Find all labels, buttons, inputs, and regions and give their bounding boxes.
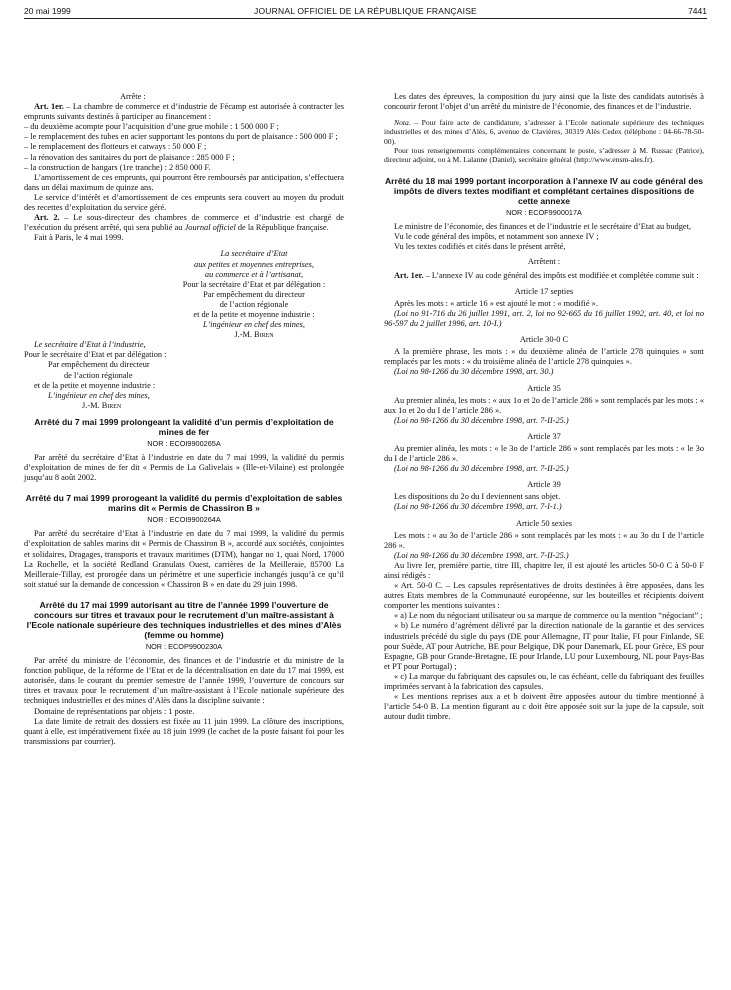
arretent-label: Arrêtent : bbox=[527, 256, 561, 266]
article-heading: Article 50 sexies bbox=[515, 518, 573, 528]
paragraph-service: Le service d’intérêt et d’amortissement de ces emprunts sera couvert au moyen du produit des recettes d’exploitation du service géré. bbox=[24, 192, 344, 213]
paragraph-vu: Vu le code général des impôts, et notamment son annexe IV ; bbox=[394, 232, 599, 242]
paragraph-ministre: Le ministre de l’économie, des finances et de l’industrie et le secrétaire d’Etat au budget, bbox=[394, 222, 692, 232]
list-item: – la rénovation des sanitaires du port de plaisance : 285 000 F ; bbox=[24, 152, 235, 162]
header-date: 20 mai 1999 bbox=[24, 6, 71, 16]
paragraph-c: « c) La marque du fabriquant des capsules ou, le cas échéant, celle du fabriquant des feuilles imprimées servant à la fabrication des capsules. bbox=[384, 671, 704, 692]
left-column bbox=[24, 92, 344, 747]
right-column bbox=[384, 92, 704, 722]
article-reference: (Loi no 98-1266 du 30 décembre 1998, art. 7-II-25.) bbox=[394, 415, 569, 425]
article-heading: Article 39 bbox=[527, 480, 561, 490]
arrete-label: Arrête : bbox=[120, 92, 146, 101]
section-text: La date limite de retrait des dossiers est fixée au 11 juin 1999. La clôture des inscriptions, quant à elle, est impérativement fixée au 18 juin 1999 (le cachet de la poste faisant foi pour les transmissions par courrier). bbox=[24, 716, 344, 746]
nor-reference: NOR : ECOI9900265A bbox=[147, 438, 221, 448]
nor-reference: NOR : ECOP9900230A bbox=[145, 641, 223, 651]
article-1: Art. 1er. – La chambre de commerce et d’industrie de Fécamp est autorisée à contracter les emprunts suivants destinés à participer au financement : bbox=[24, 102, 345, 122]
section-title: Arrêté du 17 mai 1999 autorisant au titre de l’année 1999 l’ouverture de concours sur titres et travaux pour le recrutement d’un maître-assistant à l’Ecole nationale supérieure des techniques industrielles et des mines d’Alès (femme ou homme) bbox=[26, 599, 342, 640]
header-page-number: 7441 bbox=[688, 6, 707, 16]
signature-block-1: La secrétaire d’Etat aux petites et moyennes entreprises, au commerce et à l’artisanat, Pour la secrétaire d’Etat et par délégation : Par empêchement du directeur de l’action régionale et de la petite et moyenne industrie : L’ingénieur en chef des mines, J.-M. Biren bbox=[182, 249, 326, 340]
section-text: Par arrêté du secrétaire d’Etat à l’industrie en date du 7 mai 1999, la validité du permis d’exploitation de mines de fer dit « Permis de La Galivelais » (Ille-et-Vilaine) est prolongée jusqu’au 8 août 2002. bbox=[24, 453, 344, 483]
article-reference: (Loi no 98-1266 du 30 décembre 1998, art. 7-I-1.) bbox=[394, 502, 562, 512]
list-item: – du deuxième acompte pour l’acquisition d’une grue mobile : 1 500 000 F ; bbox=[24, 122, 279, 132]
header-rule bbox=[24, 18, 707, 19]
section-title: Arrêté du 7 mai 1999 prorogeant la validité du permis d’exploitation de sables marins dit « Permis de Chassiron B » bbox=[25, 493, 343, 514]
article-heading: Article 35 bbox=[527, 383, 561, 393]
section-text: Par arrêté du secrétaire d’Etat à l’industrie en date du 7 mai 1999, la validité du permis d’exploitation de sables marins dit « Permis de Chassiron B », accordé aux sociétés, conjointes et solidaires, Dragages, transports et travaux maritimes (DTM), hangar no 1, quai Nord, 17000 La Rochelle, et la société Redland Granulats Ouest, carrières de la Meilleraie, 85700 La Meilleraie-Tillay, est prorogée dans un périmètre et une superficie inchangés jusqu’à ce qu’il soit statué sur la demande de concession « Chassiron B » en date du 29 juin 1998. bbox=[24, 529, 344, 589]
article-text: Les dispositions du 2o du I deviennent sans objet. bbox=[394, 492, 561, 502]
article-reference: (Loi no 98-1266 du 30 décembre 1998, art. 7-II-25.) bbox=[394, 464, 569, 474]
paragraph-b: « b) Le numéro d’agrément délivré par la direction nationale de la garantie et des services industriels précédé du sigle du pays (DE pour Allemagne, IT pour Italie, FI pour Finlande, SE pour Suède, AT pour Autriche, BE pour Belgique, DK pour Danemark, EL pour Grèce, ES pour Espagne, GB pour Grande-Bretagne, IE pour Irlande, LU pour Luxembourg, NL pour Pays-Bas et PT pour Portugal) ; bbox=[384, 621, 704, 671]
article-reference: (Loi no 91-716 du 26 juillet 1991, art. 2, loi no 92-665 du 16 juillet 1992, art. 40, et loi no 96-597 du 2 juillet 1996, art. 10-I.) bbox=[384, 308, 704, 329]
list-item: – le remplacement des flotteurs et catways : 50 000 F ; bbox=[24, 142, 207, 152]
paragraph-vu: Vu les textes codifiés et cités dans le présent arrêté, bbox=[394, 242, 566, 252]
paragraph-livre: Au livre Ier, première partie, titre III, chapitre Ier, il est ajouté les articles 50-0 C à 50-0 F ainsi rédigés : bbox=[384, 560, 704, 581]
paragraph-mentions: « Les mentions reprises aux a et b doivent être apposées autour du timbre mentionné à l’article 54-0 B. La mention figurant au c doit être apposée soit sur la jupe de la capsule, soit autour dudit timbre. bbox=[384, 692, 704, 722]
paragraph-dates: Les dates des épreuves, la composition du jury ainsi que la liste des candidats autorisés à concourir feront l’objet d’un arrêté du ministre de l’économie, des finances et de l’industrie. bbox=[384, 92, 704, 112]
signature-block-2: Le secrétaire d’Etat à l’industrie, Pour le secrétaire d’Etat et par délégation : Par empêchement du directeur de l’action régionale et de la petite et moyenne industrie : L’ingénieur en chef des mines, J.-M. Biren bbox=[24, 340, 167, 410]
header-title: JOURNAL OFFICIEL DE LA RÉPUBLIQUE FRANÇAISE bbox=[254, 6, 477, 16]
article-text: Au premier alinéa, les mots : « aux 1o et 2o de l’article 286 » sont remplacés par les mots : « aux 1o et 2o du I de l’article 286 ». bbox=[384, 395, 704, 415]
article-text: Au premier alinéa, les mots : « le 3o de l’article 286 » sont remplacés par les mots : « le 3o du I de l’article 286 ». bbox=[384, 443, 704, 464]
article-text: A la première phrase, les mots : « du deuxième alinéa de l’article 278 quinquies » sont remplacés par les mots : « du troisième alinéa de l’article 278 quinquies ». bbox=[384, 347, 704, 367]
nor-reference: NOR : ECOI9900264A bbox=[147, 515, 221, 525]
article-1: Art. 1er. – L’annexe IV au code général des impôts est modifiée et complétée comme suit : bbox=[394, 270, 699, 280]
list-item: – la construction de hangars (1re tranche) : 2 850 000 F. bbox=[24, 162, 211, 172]
article-heading: Article 17 septies bbox=[514, 286, 574, 296]
article-text: Après les mots : « article 16 » est ajouté le mot : « modifié ». bbox=[394, 298, 598, 308]
fait-a-paris: Fait à Paris, le 4 mai 1999. bbox=[34, 233, 124, 243]
article-heading: Article 30-0 C bbox=[519, 335, 569, 345]
section-text: Domaine de représentations par objets : 1 poste. bbox=[34, 706, 195, 716]
article-reference: (Loi no 98-1266 du 30 décembre 1998, art. 30.) bbox=[394, 367, 554, 377]
paragraph-amortissement: L’amortissement de ces emprunts, qui pourront être remboursés par anticipation, s’effectuera dans un délai maximum de quinze ans. bbox=[24, 172, 345, 192]
article-heading: Article 37 bbox=[527, 431, 561, 441]
page-header bbox=[0, 0, 731, 20]
paragraph-a: « a) Le nom du négociant utilisateur ou sa marque de commerce ou la mention “négociant” ; bbox=[394, 611, 703, 621]
section-title: Arrêté du 7 mai 1999 prolongeant la validité d’un permis d’exploitation de mines de fer bbox=[34, 416, 334, 437]
section-text: Par arrêté du ministre de l’économie, des finances et de l’industrie et du ministre de la fonction publique, de la réforme de l’Etat et de la décentralisation en date du 17 mai 1999, est autorisée, dans le courant du premier semestre de l’année 1999, l’ouverture de concours sur titres et travaux pour le recrutement d’un maître-assistant à l’Ecole nationale supérieure des techniques industrielles et des mines d’Alès dans la discipline suivante : bbox=[24, 656, 344, 706]
section-title: Arrêté du 18 mai 1999 portant incorporation à l’annexe IV au code général des impôts de divers textes modifiant et complétant certaines dispositions de cette annexe bbox=[384, 176, 704, 207]
paragraph-art-50-0-c: « Art. 50-0 C. – Les capsules représentatives de droits destinées à être apposées, dans les autres Etats membres de la Communauté européenne, sur les bouteilles et récipients doivent comporter les mentions suivantes : bbox=[384, 581, 704, 611]
nota: Nota. – Pour faire acte de candidature, s’adresser à l’Ecole nationale supérieure des techniques industrielles et des mines d’Alès, 6, avenue de Clavières, 30319 Alès Cedex (téléphone : 04-66-78-50-00). bbox=[384, 118, 704, 146]
list-item: – le remplacement des tubes en acier supportant les pontons du port de plaisance : 500 000 F ; bbox=[24, 132, 338, 142]
article-2: Art. 2. – Le sous-directeur des chambres de commerce et d’industrie est chargé de l’exécution du présent arrêté, qui sera publié au Journal officiel de la République française. bbox=[24, 213, 345, 233]
nota-renseignements: Pour tous renseignements complémentaires concernant le poste, s’adresser à M. Russac (Patrice), directeur adjoint, ou à M. Lalanne (Daniel), secrétaire général (http://www.ensm-ales.fr). bbox=[384, 145, 704, 164]
article-reference: (Loi no 98-1266 du 30 décembre 1998, art. 7-II-25.) bbox=[394, 550, 569, 560]
nor-reference: NOR : ECOF9900017A bbox=[506, 208, 582, 218]
article-text: Les mots : « au 3o de l’article 286 » sont remplacés par les mots : « au 3o du I de l’article 286 ». bbox=[384, 530, 704, 550]
